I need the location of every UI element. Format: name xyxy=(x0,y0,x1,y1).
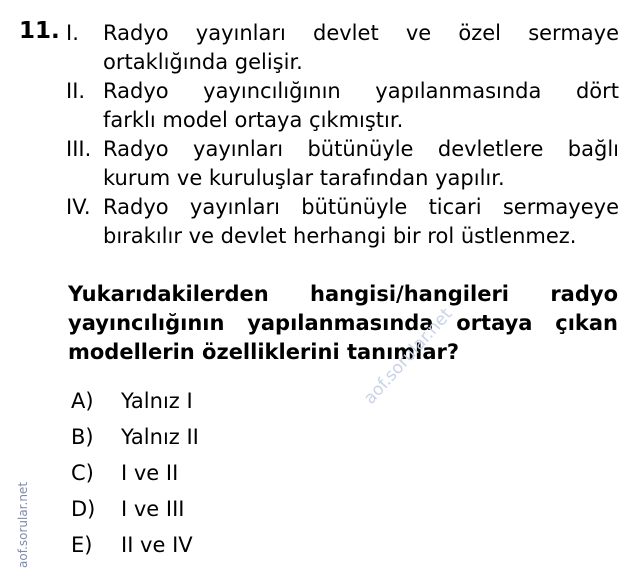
prompt-line: modellerin özelliklerini tanımlar? xyxy=(68,340,460,364)
statement-line: bırakılır ve devlet herhangi bir rol üstlenmez. xyxy=(103,224,577,248)
option-letter: A) xyxy=(71,389,94,413)
prompt-line: Yukarıdakilerden hangisi/hangileri radyo xyxy=(68,282,618,306)
question-prompt xyxy=(68,280,618,367)
side-watermark: aof.sorular.net xyxy=(16,481,30,568)
question-number: 11. xyxy=(19,18,60,44)
statement-numeral: IV. xyxy=(66,195,91,219)
statement-line: ortaklığında gelişir. xyxy=(103,50,303,74)
statement-4 xyxy=(66,193,619,251)
statement-line: Radyo yayınları bütünüyle ticari sermayeye xyxy=(103,195,619,219)
option-letter: B) xyxy=(71,425,94,449)
statement-line: Radyo yayıncılığının yapılanmasında dört xyxy=(103,79,619,103)
statement-3 xyxy=(66,135,619,193)
option-e[interactable] xyxy=(71,531,193,559)
statement-numeral: III. xyxy=(66,137,92,161)
option-letter: C) xyxy=(71,461,94,485)
statement-numeral: II. xyxy=(66,79,86,103)
option-letter: E) xyxy=(71,533,93,557)
option-text: Yalnız I xyxy=(121,389,193,413)
statement-line: Radyo yayınları bütünüyle devletlere bağlı xyxy=(103,137,619,161)
statement-1 xyxy=(66,19,619,77)
option-c[interactable] xyxy=(71,459,178,487)
option-letter: D) xyxy=(71,497,96,521)
option-text: I ve III xyxy=(121,497,185,521)
statement-line: farklı model ortaya çıkmıştır. xyxy=(103,108,404,132)
watermark: aof.sorular.net xyxy=(360,304,457,409)
option-text: Yalnız II xyxy=(121,425,199,449)
option-d[interactable] xyxy=(71,495,184,523)
option-text: I ve II xyxy=(121,461,179,485)
option-text: II ve IV xyxy=(121,533,193,557)
statement-numeral: I. xyxy=(66,21,79,45)
statement-2 xyxy=(66,77,619,135)
statement-line: kurum ve kuruluşlar tarafından yapılır. xyxy=(103,166,505,190)
option-a[interactable] xyxy=(71,387,193,415)
prompt-line: yayıncılığının yapılanmasında ortaya çıkan xyxy=(68,311,618,335)
statement-line: Radyo yayınları devlet ve özel sermaye xyxy=(103,21,619,45)
option-b[interactable] xyxy=(71,423,199,451)
